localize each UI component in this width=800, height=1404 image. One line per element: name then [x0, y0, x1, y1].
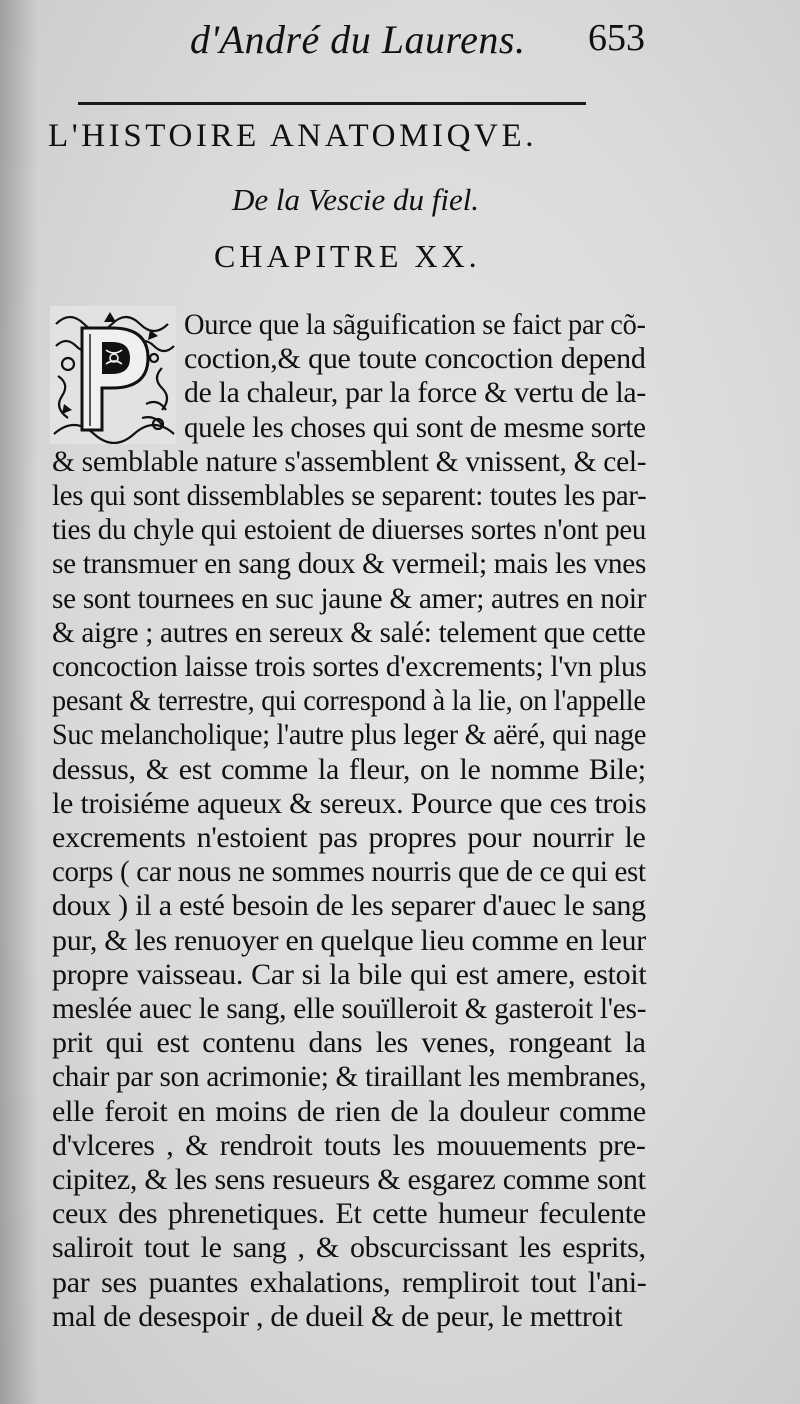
body-line: meslée auec le sang, elle souïlleroit & gasteroit l'es- — [52, 992, 647, 1025]
body-line: de la chaleur, par la force & vertu de la- — [184, 376, 646, 410]
body-line: Ource que la sãguification se faict par cõ- — [184, 308, 646, 341]
body-line: elle feroit en moins de rien de la douleur comme — [52, 1094, 646, 1128]
section-title: De la Vescie du fiel. — [232, 182, 480, 217]
body-line: corps ( car nous ne sommes nourris que de ce qui est — [52, 855, 646, 889]
body-line: cipitez, & les sens resueurs & esgarez comme sont — [52, 1163, 646, 1196]
body-line: le troisiéme aqueux & sereux. Pource que ces trois — [52, 786, 647, 820]
body-line: d'vlceres , & rendroit touts les mouuements pre- — [52, 1128, 646, 1162]
body-line: propre vaisseau. Car si la bile qui est amere, estoit — [52, 957, 647, 991]
body-line: par ses puantes exhalations, rempliroit tout l'ani- — [52, 1265, 647, 1299]
body-line: se transmuer en sang doux & vermeil; mais les vnes — [52, 547, 647, 581]
body-line: prit qui est contenu dans les venes, rongeant la — [52, 1026, 646, 1060]
body-line: Suc melancholique; l'autre plus leger & aëré, qui nage — [52, 718, 647, 752]
body-line: se sont tournees en suc jaune & amer; autres en noir — [52, 581, 647, 615]
chapter-title: CHAPITRE XX. — [214, 238, 481, 274]
body-line: coction,& que toute concoction depend — [184, 342, 646, 376]
page-number: 653 — [588, 17, 645, 59]
body-line: ties du chyle qui estoient de diuerses sortes n'ont peu — [52, 513, 646, 547]
body-line: & aigre ; autres en sereux & salé: telement que cette — [52, 615, 646, 649]
body-line: les qui sont dissemblables se separent: toutes les par- — [52, 479, 647, 512]
running-head: d'André du Laurens. — [190, 17, 526, 62]
body-line: dessus, & est comme la fleur, on le nomme Bile; — [52, 752, 646, 786]
body-line: pur, & les renuoyer en quelque lieu comme en leur — [52, 923, 646, 957]
page-edge-shadow — [0, 0, 38, 1404]
body-line: chair par son acrimonie; & tiraillant les membranes, — [52, 1060, 647, 1094]
body-line: ceux des phrenetiques. Et cette humeur feculente — [52, 1197, 646, 1231]
body-line: & semblable nature s'assemblent & vnissent, & cel- — [52, 444, 647, 478]
book-title: L'HISTOIRE ANATOMIQVE. — [48, 118, 538, 154]
body-line: pesant & terrestre, qui correspond à la lie, on l'appelle — [52, 684, 646, 718]
ornamental-initial-p — [50, 306, 176, 444]
body-line: saliroit tout le sang , & obscurcissant les esprits, — [52, 1231, 646, 1265]
body-line: concoction laisse trois sortes d'excrements; l'vn plus — [52, 650, 647, 683]
body-line: doux ) il a esté besoin de les separer d'auec le sang — [52, 889, 646, 923]
body-line: quele les choses qui sont de mesme sorte — [184, 410, 646, 444]
body-line: mal de desespoir , de dueil & de peur, le mettroit — [52, 1299, 623, 1333]
header-rule — [78, 102, 586, 105]
body-line: excrements n'estoient pas propres pour nourrir le — [52, 821, 646, 854]
